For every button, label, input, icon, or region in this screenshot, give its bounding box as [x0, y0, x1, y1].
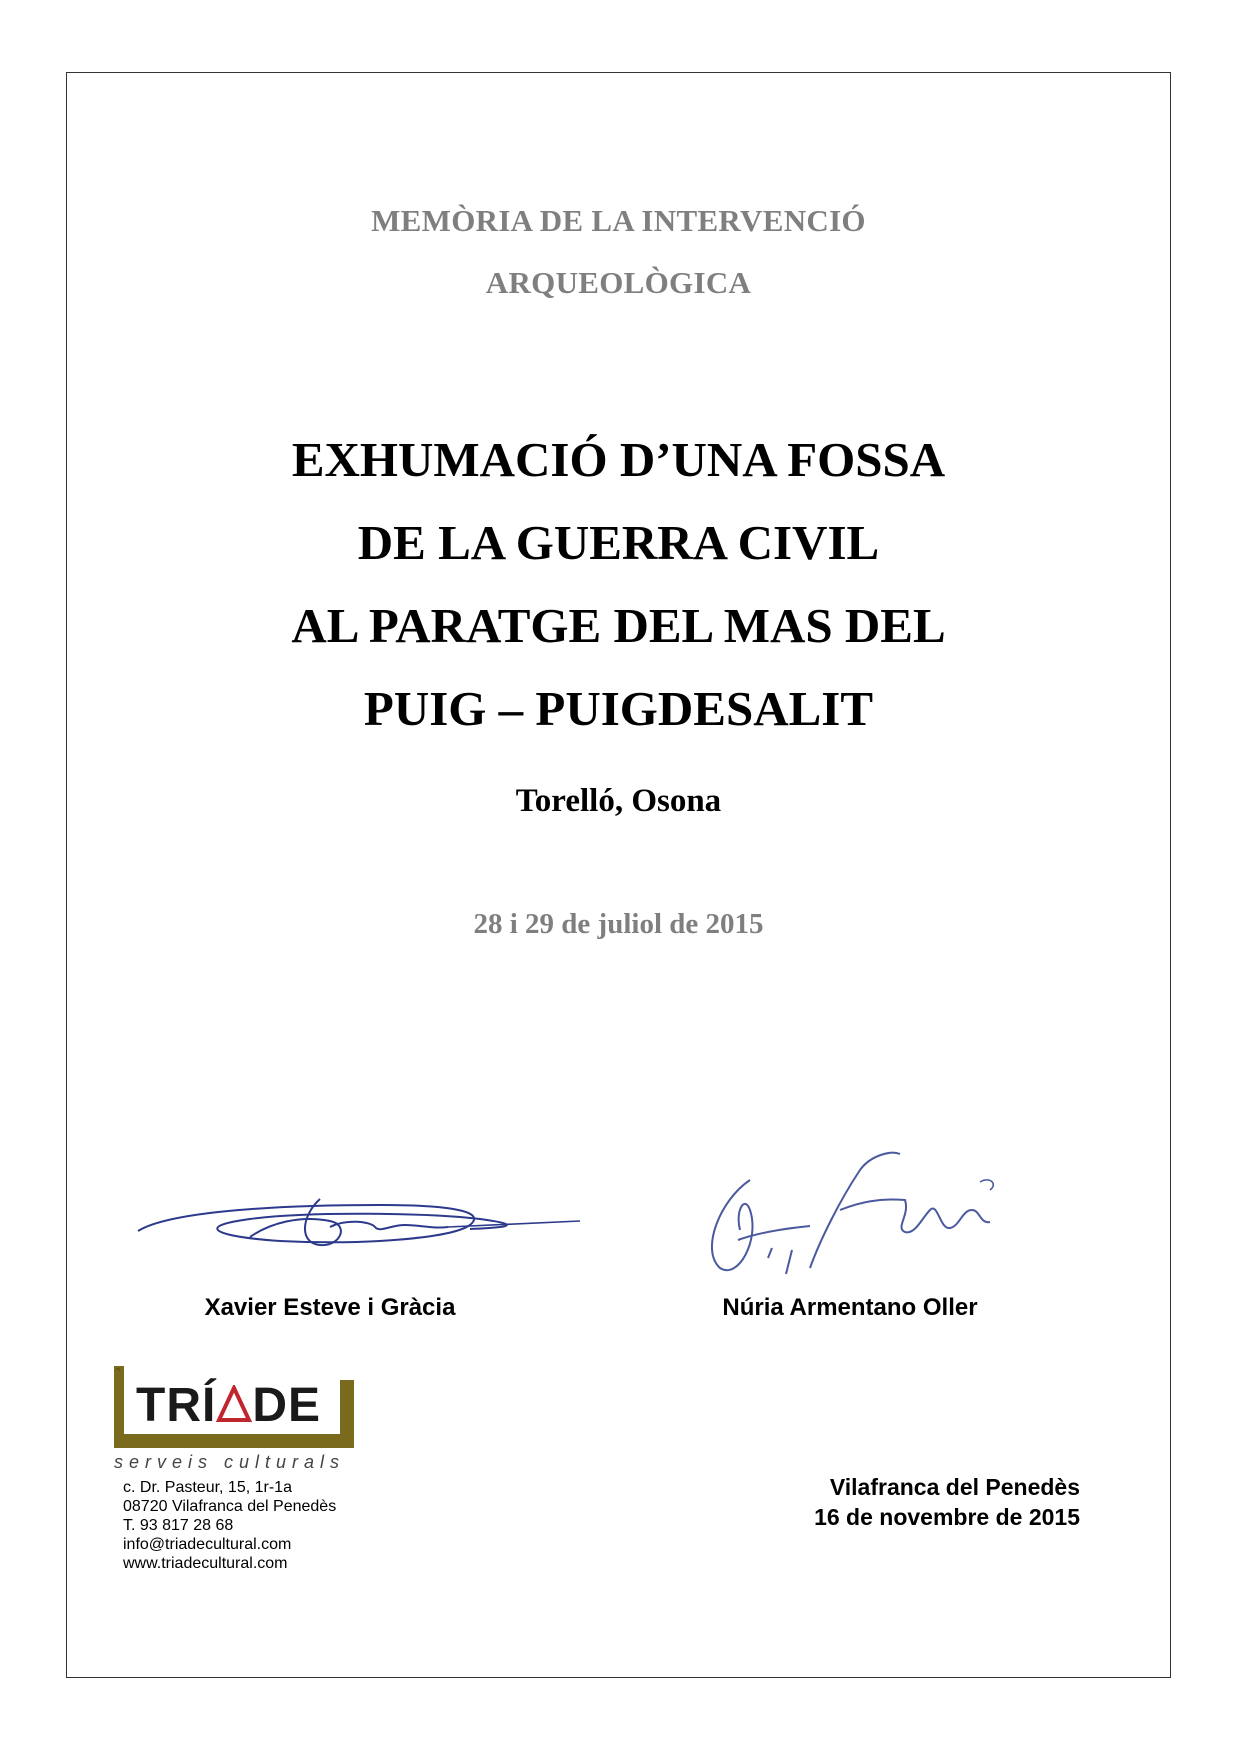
memo-heading-line-2: ARQUEOLÒGICA — [485, 265, 752, 300]
logo-wordmark: TRÍ DE — [136, 1379, 322, 1432]
memo-heading-line-1: MEMÒRIA DE LA INTERVENCIÓ — [371, 203, 866, 238]
signing-city: Vilafranca del Penedès — [829, 1474, 1080, 1500]
signature-left — [130, 1175, 590, 1255]
signing-date: 16 de novembre de 2015 — [814, 1504, 1080, 1530]
memo-heading — [66, 190, 1171, 314]
title-line-3: AL PARATGE DEL MAS DEL — [291, 598, 946, 653]
address-city: 08720 Vilafranca del Penedès — [123, 1498, 337, 1515]
signing-place-date — [700, 1472, 1080, 1532]
title-line-1: EXHUMACIÓ D’UNA FOSSA — [291, 432, 946, 487]
triangle-icon — [216, 1385, 252, 1423]
intervention-dates: 28 i 29 de juliol de 2015 — [473, 908, 764, 940]
signer-left-name: Xavier Esteve i Gràcia — [204, 1294, 456, 1321]
triade-logo — [110, 1360, 370, 1470]
title-line-2: DE LA GUERRA CIVIL — [357, 515, 880, 570]
logo-tagline: serveis culturals — [114, 1452, 346, 1472]
address-email: info@triadecultural.com — [123, 1536, 292, 1553]
location-subtitle: Torelló, Osona — [515, 783, 722, 819]
address-website: www.triadecultural.com — [123, 1555, 288, 1572]
signature-right — [690, 1140, 1010, 1290]
main-title — [66, 418, 1171, 750]
address-phone: T. 93 817 28 68 — [123, 1517, 234, 1534]
company-address — [123, 1478, 336, 1573]
address-street: c. Dr. Pasteur, 15, 1r-1a — [123, 1479, 292, 1496]
signer-right-name: Núria Armentano Oller — [722, 1294, 978, 1321]
title-line-4: PUIG – PUIGDESALIT — [363, 681, 874, 736]
